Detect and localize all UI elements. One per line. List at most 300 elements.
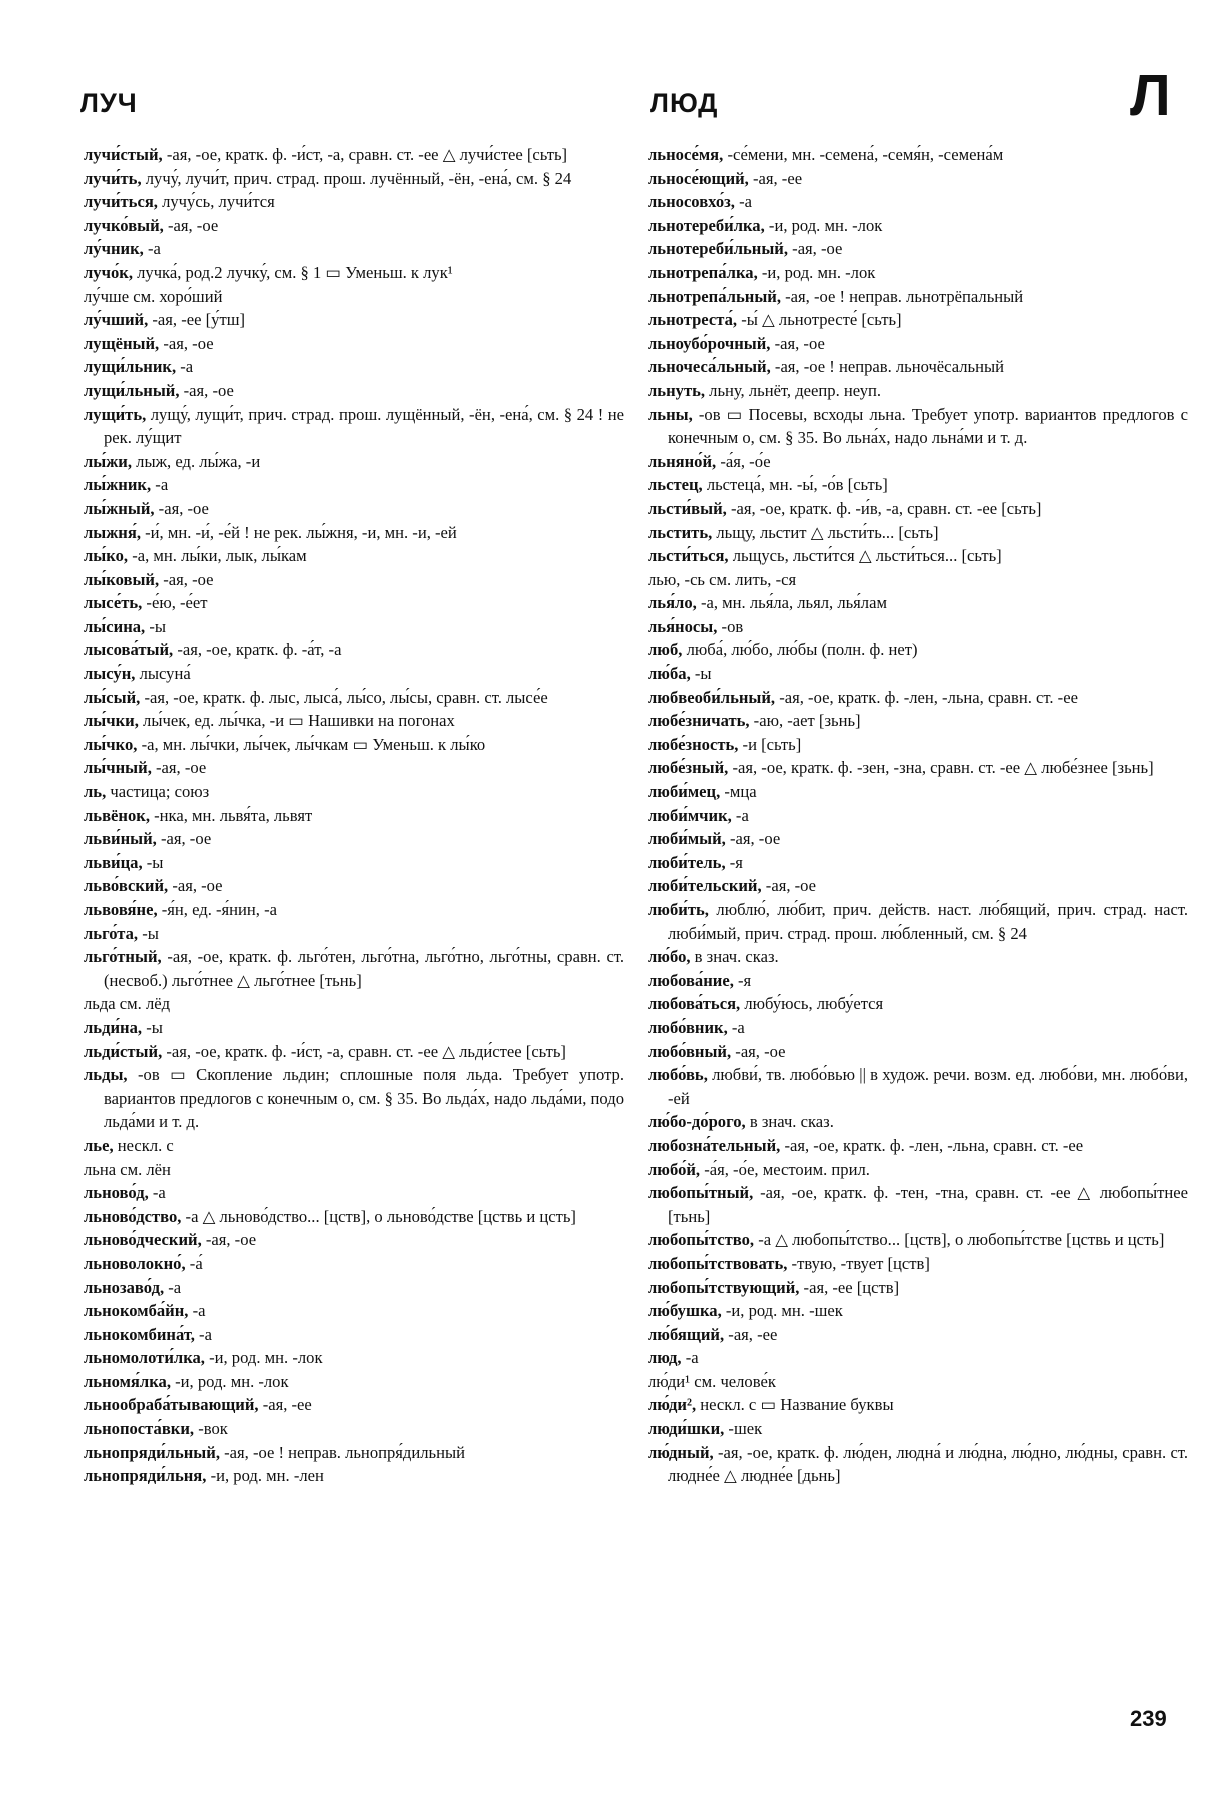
entry-definition: -ая, -ое bbox=[761, 876, 817, 896]
dictionary-entry bbox=[648, 851, 1188, 875]
entry-definition: -а △ любопы́тство... [цств], о любопы́тстве [цствь и цсть] bbox=[754, 1230, 1165, 1250]
entry-headword: лучи́ться, bbox=[84, 192, 158, 212]
entry-headword: любе́зность, bbox=[648, 734, 739, 754]
dictionary-entry bbox=[648, 827, 1188, 851]
entry-definition: -ая, -ое bbox=[159, 569, 214, 589]
entry-definition: льщусь, льсти́тся △ льсти́ться... [сьть] bbox=[728, 546, 1002, 566]
dictionary-entry bbox=[648, 308, 1188, 332]
dictionary-entry bbox=[84, 1323, 624, 1347]
entry-headword: льди́стый, bbox=[84, 1041, 163, 1061]
entry-headword: любопы́тствующий, bbox=[648, 1277, 800, 1297]
entry-definition: -ов bbox=[717, 616, 744, 636]
dictionary-entry bbox=[84, 1205, 624, 1229]
dictionary-entry bbox=[84, 568, 624, 592]
entry-headword: льво́вский, bbox=[84, 876, 169, 896]
entry-definition: частица; союз bbox=[106, 782, 210, 802]
entry-headword: любо́вный, bbox=[648, 1041, 732, 1061]
entry-definition: -а bbox=[143, 239, 161, 259]
dictionary-entry bbox=[84, 1040, 624, 1064]
entry-definition: -а bbox=[151, 475, 169, 495]
entry-headword: льномя́лка, bbox=[84, 1371, 171, 1391]
dictionary-entry bbox=[648, 992, 1188, 1016]
entry-definition: -и [сьть] bbox=[738, 734, 802, 754]
entry-headword: любопы́тный, bbox=[648, 1183, 754, 1203]
entry-definition: лучу́, лучи́т, прич. страд. прош. лучённый, -ён, -ена́, см. § 24 bbox=[141, 168, 572, 188]
entry-headword: любо́вь, bbox=[648, 1065, 708, 1085]
entry-headword: льди́на, bbox=[84, 1017, 143, 1037]
entry-definition: -а bbox=[194, 1324, 212, 1344]
entry-definition: -ая, -ое bbox=[156, 829, 212, 849]
entry-headword: лю́ди², bbox=[648, 1395, 697, 1415]
entry-headword: лю́бо, bbox=[648, 947, 691, 967]
entry-definition: -нка, мн. львя́та, львят bbox=[149, 805, 313, 825]
dictionary-entry bbox=[648, 214, 1188, 238]
entry-headword: лю́дный, bbox=[648, 1442, 714, 1462]
dictionary-entry bbox=[84, 709, 624, 733]
entry-definition: -ая, -ое bbox=[163, 215, 219, 235]
dictionary-entry bbox=[84, 1393, 624, 1417]
dictionary-entry bbox=[648, 615, 1188, 639]
entry-headword: льносе́ющий, bbox=[648, 168, 749, 188]
entry-headword: люби́мец, bbox=[648, 782, 721, 802]
entry-headword: льново́д, bbox=[84, 1183, 149, 1203]
entry-headword: льды, bbox=[84, 1065, 128, 1085]
entry-headword: лю́бушка, bbox=[648, 1301, 722, 1321]
entry-definition: лыж, ед. лы́жа, -и bbox=[132, 451, 261, 471]
entry-definition: -мца bbox=[720, 782, 757, 802]
entry-headword: льносе́мя, bbox=[648, 145, 724, 164]
dictionary-entry bbox=[84, 662, 624, 686]
entry-headword: льнотереби́льный, bbox=[648, 239, 789, 259]
entry-definition: льда см. лёд bbox=[84, 994, 171, 1014]
entry-definition: -а́я, -о́е, местоим. прил. bbox=[700, 1159, 870, 1179]
entry-headword: льнопряди́льня, bbox=[84, 1466, 207, 1486]
entry-definition: -и, род. мн. -лок bbox=[170, 1371, 289, 1391]
dictionary-entry bbox=[648, 190, 1188, 214]
entry-headword: лы́ко, bbox=[84, 546, 129, 566]
dictionary-entry bbox=[84, 827, 624, 851]
dictionary-entry bbox=[84, 1063, 624, 1134]
entry-definition: лучка́, род.2 лучку́, см. § 1 ▭ Уменьш. к лук¹ bbox=[132, 262, 453, 282]
entry-definition: любу́юсь, любу́ется bbox=[740, 994, 884, 1014]
dictionary-entry bbox=[84, 733, 624, 757]
entry-headword: любо́й, bbox=[648, 1159, 701, 1179]
entry-definition: -ая, -ое, кратк. ф. -и́ст, -а, сравн. ст. -ее △ льди́стее [сьть] bbox=[162, 1041, 566, 1061]
dictionary-entry bbox=[648, 403, 1188, 450]
entry-definition: -ая, -ое bbox=[168, 876, 223, 896]
dictionary-entry bbox=[84, 1299, 624, 1323]
entry-headword: льнокомбина́т, bbox=[84, 1324, 195, 1344]
dictionary-entry bbox=[84, 143, 624, 167]
section-letter: Л bbox=[1130, 63, 1171, 128]
running-head-left: ЛУЧ bbox=[80, 88, 138, 118]
dictionary-entry bbox=[648, 709, 1188, 733]
dictionary-entry bbox=[648, 1346, 1188, 1370]
entry-definition: -ая, -ое bbox=[731, 1041, 786, 1061]
entry-definition: -я́н, ед. -я́нин, -а bbox=[157, 900, 277, 919]
entry-definition: -ы bbox=[690, 664, 712, 684]
entry-definition: -ы bbox=[142, 852, 164, 872]
dictionary-entry bbox=[648, 1252, 1188, 1276]
entry-definition: -а bbox=[164, 1277, 182, 1297]
entry-headword: лю́бящий, bbox=[648, 1324, 725, 1344]
dictionary-entry bbox=[648, 568, 1188, 592]
entry-headword: любова́ться, bbox=[648, 994, 741, 1014]
dictionary-entry bbox=[648, 874, 1188, 898]
dictionary-entry bbox=[84, 1252, 624, 1276]
entry-definition: -ая, -ое, кратк. ф. -и́ст, -а, сравн. ст. -ее △ лучи́стее [сьть] bbox=[162, 145, 568, 164]
entry-definition: -ая, -ое, кратк. ф. -лен, -льна, сравн. ст. -ее bbox=[775, 687, 1078, 707]
dictionary-entry bbox=[648, 1417, 1188, 1441]
dictionary-entry bbox=[84, 686, 624, 710]
entry-headword: льстить, bbox=[648, 522, 713, 542]
dictionary-entry bbox=[648, 1441, 1188, 1488]
entry-definition: лью, -сь см. лить, -ся bbox=[648, 569, 797, 589]
entry-definition: -ы bbox=[145, 616, 167, 636]
entry-definition: -а bbox=[727, 1017, 745, 1037]
dictionary-entry bbox=[84, 922, 624, 946]
dictionary-entry bbox=[84, 1417, 624, 1441]
entry-headword: любе́зничать, bbox=[648, 711, 750, 731]
dictionary-entry bbox=[648, 662, 1188, 686]
entry-headword: лущи́льный, bbox=[84, 380, 180, 400]
entry-headword: лье, bbox=[84, 1135, 114, 1155]
dictionary-entry bbox=[648, 1110, 1188, 1134]
dictionary-entry bbox=[84, 945, 624, 992]
dictionary-entry bbox=[84, 190, 624, 214]
dictionary-entry bbox=[84, 521, 624, 545]
dictionary-entry bbox=[648, 261, 1188, 285]
entry-definition: -а, мн. лы́ки, лык, лы́кам bbox=[128, 546, 307, 566]
entry-headword: льсти́ться, bbox=[648, 546, 729, 566]
entry-definition: -ая, -ое, кратк. ф. -зен, -зна, сравн. ст. -ее △ любе́знее [зьнь] bbox=[728, 758, 1154, 778]
entry-headword: лья́ло, bbox=[648, 593, 697, 613]
entry-definition: -ая, -ое bbox=[770, 333, 825, 353]
entry-definition: -а △ льново́дство... [цств], о льново́дстве [цствь и цсть] bbox=[181, 1206, 576, 1226]
dictionary-entry bbox=[84, 285, 624, 309]
entry-headword: льново́дческий, bbox=[84, 1230, 202, 1250]
entry-headword: лы́сый, bbox=[84, 687, 141, 707]
dictionary-entry bbox=[84, 638, 624, 662]
entry-headword: люб, bbox=[648, 640, 683, 660]
dictionary-entry bbox=[648, 497, 1188, 521]
entry-definition: -ая, -ее bbox=[748, 168, 803, 188]
entry-headword: льнопоста́вки, bbox=[84, 1419, 195, 1439]
entry-definition: льщу, льстит △ льсти́ть... [сьть] bbox=[712, 522, 939, 542]
entry-definition: -ая, -ое, кратк. ф. -лен, -льна, сравн. ст. -ее bbox=[780, 1135, 1084, 1155]
dictionary-entry bbox=[648, 1063, 1188, 1110]
dictionary-entry bbox=[648, 379, 1188, 403]
dictionary-entry bbox=[84, 497, 624, 521]
entry-definition: -а bbox=[681, 1348, 699, 1368]
dictionary-entry bbox=[648, 450, 1188, 474]
entry-headword: любо́вник, bbox=[648, 1017, 728, 1037]
entry-definition: -а bbox=[176, 357, 194, 377]
entry-headword: любозна́тельный, bbox=[648, 1135, 781, 1155]
entry-definition: -вок bbox=[194, 1419, 228, 1439]
dictionary-entry bbox=[648, 1393, 1188, 1417]
entry-definition: -ая, -ое bbox=[151, 758, 207, 778]
entry-headword: льнообраба́тывающий, bbox=[84, 1395, 259, 1415]
entry-definition: -и, род. мн. -лок bbox=[204, 1348, 323, 1368]
dictionary-entry bbox=[84, 379, 624, 403]
entry-definition: -ая, -ее bbox=[258, 1395, 312, 1415]
dictionary-entry bbox=[84, 214, 624, 238]
dictionary-entry bbox=[648, 945, 1188, 969]
entry-definition: -ов ▭ Скопление льдин; сплошные поля льда. Требует употр. вариантов предлогов с конечным о, см. § 35. Во льда́х, надо льда́ми, подо льда́ми и т. д. bbox=[104, 1065, 624, 1132]
dictionary-entry bbox=[648, 591, 1188, 615]
entry-definition: -ая, -ое, кратк. ф. льго́тен, льго́тна, льго́тно, льго́тны, сравн. ст. (несвоб.) льго́тнее △ льго́тнее [тьнь] bbox=[104, 947, 624, 990]
dictionary-entry bbox=[84, 544, 624, 568]
entry-headword: лю́бо-до́рого, bbox=[648, 1112, 746, 1132]
entry-definition: -а bbox=[148, 1183, 166, 1203]
entry-headword: люби́тельский, bbox=[648, 876, 762, 896]
entry-headword: льномолоти́лка, bbox=[84, 1348, 205, 1368]
entry-definition: -ая, -ое ! неправ. льнопря́дильный bbox=[219, 1442, 466, 1462]
dictionary-entry bbox=[84, 167, 624, 191]
entry-headword: любопы́тство, bbox=[648, 1230, 755, 1250]
entry-headword: лы́ковый, bbox=[84, 569, 160, 589]
entry-headword: льнозаво́д, bbox=[84, 1277, 165, 1297]
dictionary-entry bbox=[648, 780, 1188, 804]
entry-headword: льнотрепа́льный, bbox=[648, 286, 781, 306]
dictionary-entry bbox=[648, 285, 1188, 309]
entry-definition: люба́, лю́бо, лю́бы (полн. ф. нет) bbox=[682, 640, 918, 660]
entry-headword: лю́ба, bbox=[648, 664, 691, 684]
entry-headword: львовя́не, bbox=[84, 900, 158, 919]
dictionary-entry bbox=[648, 638, 1188, 662]
entry-definition: -ая, -ое, кратк. ф. -а́т, -а bbox=[173, 640, 342, 660]
entry-headword: лы́жник, bbox=[84, 475, 152, 495]
entry-headword: лучи́ть, bbox=[84, 168, 142, 188]
dictionary-entry bbox=[84, 1464, 624, 1488]
entry-headword: льнотрепа́лка, bbox=[648, 262, 758, 282]
entry-headword: льняно́й, bbox=[648, 451, 717, 471]
entry-headword: лыжня́, bbox=[84, 522, 141, 542]
entry-headword: лы́чный, bbox=[84, 758, 152, 778]
dictionary-entry bbox=[84, 1441, 624, 1465]
entry-definition: -ов ▭ Посевы, всходы льна. Требует употр. вариантов предлогов с конечным о, см. § 35. Во льна́х, надо льна́ми и т. д. bbox=[668, 404, 1188, 448]
entry-definition: -а, мн. лья́ла, льял, лья́лам bbox=[696, 593, 887, 613]
entry-headword: лу́чник, bbox=[84, 239, 144, 259]
entry-definition: лю́ди¹ см. челове́к bbox=[648, 1371, 776, 1391]
entry-headword: любопы́тствовать, bbox=[648, 1253, 788, 1273]
entry-definition: -я bbox=[725, 852, 743, 872]
entry-definition: -е́ю, -е́ет bbox=[142, 593, 208, 613]
entry-headword: лущи́ть, bbox=[84, 404, 147, 424]
dictionary-entry bbox=[84, 874, 624, 898]
entry-definition: -а bbox=[731, 805, 749, 825]
entry-headword: люби́тель, bbox=[648, 852, 726, 872]
entry-definition: -ая, -ое, кратк. ф. -и́в, -а, сравн. ст. -ее [сьть] bbox=[726, 498, 1042, 518]
dictionary-entry bbox=[648, 969, 1188, 993]
dictionary-entry bbox=[84, 1370, 624, 1394]
entry-headword: лы́жи, bbox=[84, 451, 133, 471]
entry-definition: льну, льнёт, деепр. неуп. bbox=[705, 380, 882, 400]
dictionary-entry bbox=[648, 332, 1188, 356]
dictionary-entry bbox=[648, 1134, 1188, 1158]
entry-definition: -и́, мн. -и́, -е́й ! не рек. лы́жня, -и, мн. -и, -ей bbox=[140, 522, 457, 542]
entry-definition: -ая, -ое bbox=[725, 829, 781, 849]
left-column bbox=[84, 143, 624, 1488]
dictionary-entry bbox=[648, 1228, 1188, 1252]
dictionary-entry bbox=[84, 1228, 624, 1252]
dictionary-entry bbox=[84, 851, 624, 875]
page-number: 239 bbox=[1130, 1706, 1167, 1731]
entry-headword: люби́мый, bbox=[648, 829, 726, 849]
entry-definition: -а bbox=[734, 192, 752, 212]
entry-definition: нескл. с bbox=[113, 1135, 174, 1155]
entry-definition: лы́чек, ед. лы́чка, -и ▭ Нашивки на погонах bbox=[138, 711, 455, 731]
entry-headword: лучко́вый, bbox=[84, 215, 164, 235]
dictionary-entry bbox=[84, 261, 624, 285]
entry-headword: люди́шки, bbox=[648, 1419, 725, 1439]
right-column bbox=[648, 143, 1188, 1488]
entry-definition: -твую, -твует [цств] bbox=[787, 1253, 930, 1273]
dictionary-entry bbox=[84, 804, 624, 828]
entry-definition: -ы bbox=[142, 1017, 163, 1037]
entry-definition: -ы bbox=[138, 923, 159, 943]
entry-headword: льноубо́рочный, bbox=[648, 333, 771, 353]
entry-headword: любова́ние, bbox=[648, 970, 734, 990]
entry-definition: -ая, -ое bbox=[154, 498, 209, 518]
entry-definition: -а bbox=[188, 1301, 206, 1321]
dictionary-entry bbox=[84, 591, 624, 615]
dictionary-entry bbox=[648, 1276, 1188, 1300]
entry-headword: льнопряди́льный, bbox=[84, 1442, 220, 1462]
entry-definition: -я bbox=[733, 970, 752, 990]
entry-definition: лысуна́ bbox=[135, 664, 191, 684]
dictionary-entry bbox=[648, 756, 1188, 780]
entry-definition: -ая, -ое, кратк. ф. лю́ден, людна́ и лю́дна, лю́дно, лю́дны, сравн. ст. людне́е △ людне́е [дьнь] bbox=[668, 1442, 1188, 1486]
entry-headword: люби́мчик, bbox=[648, 805, 732, 825]
entry-definition: -ая, -ое ! неправ. льнотрёпальный bbox=[781, 286, 1024, 306]
entry-headword: льнотереби́лка, bbox=[648, 215, 765, 235]
dictionary-entry bbox=[84, 473, 624, 497]
running-head-right: ЛЮД bbox=[650, 88, 719, 118]
entry-definition: -и, род. мн. -лен bbox=[206, 1466, 324, 1486]
entry-headword: льви́ца, bbox=[84, 852, 143, 872]
entry-definition: нескл. с ▭ Название буквы bbox=[696, 1395, 894, 1415]
entry-headword: лучо́к, bbox=[84, 262, 133, 282]
entry-headword: лы́чко, bbox=[84, 734, 138, 754]
entry-headword: льносовхо́з, bbox=[648, 192, 735, 212]
dictionary-entry bbox=[648, 355, 1188, 379]
entry-headword: льночеса́льный, bbox=[648, 357, 771, 377]
entry-headword: льсти́вый, bbox=[648, 498, 727, 518]
entry-definition: -а́ bbox=[185, 1253, 203, 1273]
entry-headword: лы́жный, bbox=[84, 498, 155, 518]
dictionary-entry bbox=[648, 473, 1188, 497]
dictionary-entry bbox=[648, 898, 1188, 945]
entry-definition: -а, мн. лы́чки, лы́чек, лы́чкам ▭ Уменьш. к лы́ко bbox=[137, 734, 486, 754]
entry-headword: люд, bbox=[648, 1348, 682, 1368]
dictionary-entry bbox=[84, 756, 624, 780]
entry-definition: льстеца́, мн. -ы́, -о́в [сьть] bbox=[702, 475, 888, 495]
entry-definition: в знач. сказ. bbox=[690, 947, 779, 967]
entry-headword: льнотреста́, bbox=[648, 310, 738, 330]
entry-headword: лья́носы, bbox=[648, 616, 718, 636]
entry-headword: лущи́льник, bbox=[84, 357, 177, 377]
entry-headword: льнокомба́йн, bbox=[84, 1301, 189, 1321]
entry-definition: -ая, -ое bbox=[201, 1230, 257, 1250]
dictionary-entry bbox=[648, 1299, 1188, 1323]
entry-definition: -и, род. мн. -лок bbox=[757, 262, 876, 282]
dictionary-entry bbox=[84, 1158, 624, 1182]
entry-headword: льви́ный, bbox=[84, 829, 157, 849]
entry-definition: лущу́, лущи́т, прич. страд. прош. лущённый, -ён, -ена́, см. § 24 ! не рек. лу́щит bbox=[104, 404, 624, 448]
entry-headword: лысова́тый, bbox=[84, 640, 174, 660]
entry-headword: лысе́ть, bbox=[84, 593, 143, 613]
entry-definition: лу́чше см. хоро́ший bbox=[84, 286, 223, 306]
entry-headword: лы́сина, bbox=[84, 616, 146, 636]
dictionary-entry bbox=[648, 1181, 1188, 1228]
dictionary-entry bbox=[84, 332, 624, 356]
entry-headword: льноволокно́, bbox=[84, 1253, 186, 1273]
dictionary-entry bbox=[648, 1158, 1188, 1182]
entry-headword: львёнок, bbox=[84, 805, 150, 825]
dictionary-entry bbox=[84, 1346, 624, 1370]
entry-definition: любви́, тв. любо́вью || в худож. речи. возм. ед. любо́ви, мн. любо́ви, -ей bbox=[668, 1065, 1188, 1108]
dictionary-entry bbox=[84, 450, 624, 474]
dictionary-entry bbox=[84, 1016, 624, 1040]
entry-definition: в знач. сказ. bbox=[745, 1112, 834, 1132]
entry-definition: -аю, -ает [зьнь] bbox=[749, 711, 861, 731]
entry-definition: люблю́, лю́бит, прич. действ. наст. лю́бящий, прич. страд. наст. люби́мый, прич. страд. прош. лю́бленный, см. § 24 bbox=[668, 900, 1188, 943]
entry-definition: -ая, -ее [у́тш] bbox=[148, 310, 246, 330]
dictionary-entry bbox=[648, 521, 1188, 545]
entry-headword: льго́та, bbox=[84, 923, 139, 943]
entry-definition: -ая, -ое, кратк. ф. -тен, -тна, сравн. ст. -ее △ любопы́тнее [тьнь] bbox=[668, 1183, 1188, 1226]
entry-definition: -ая, -ое bbox=[179, 380, 234, 400]
entry-definition: -ая, -ое, кратк. ф. лыс, лыса́, лы́со, лы́сы, сравн. ст. лысе́е bbox=[140, 687, 548, 707]
entry-definition: лучу́сь, лучи́тся bbox=[157, 192, 275, 212]
entry-definition: -ая, -ее [цств] bbox=[799, 1277, 900, 1297]
entry-headword: лучи́стый, bbox=[84, 145, 163, 164]
dictionary-entry bbox=[84, 615, 624, 639]
entry-headword: льнуть, bbox=[648, 380, 706, 400]
dictionary-entry bbox=[648, 686, 1188, 710]
dictionary-entry bbox=[648, 1016, 1188, 1040]
dictionary-entry bbox=[84, 1276, 624, 1300]
dictionary-entry bbox=[84, 355, 624, 379]
entry-headword: ль, bbox=[84, 782, 107, 802]
entry-definition: -ая, -ое bbox=[159, 333, 214, 353]
dictionary-entry bbox=[648, 167, 1188, 191]
entry-definition: -ая, -ое bbox=[788, 239, 843, 259]
entry-headword: льго́тный, bbox=[84, 947, 162, 967]
dictionary-entry bbox=[84, 992, 624, 1016]
dictionary-entry bbox=[84, 898, 624, 922]
dictionary-entry bbox=[84, 1134, 624, 1158]
entry-headword: льны, bbox=[648, 404, 693, 424]
entry-definition: льна см. лён bbox=[84, 1159, 171, 1179]
entry-definition: -и, род. мн. -лок bbox=[764, 215, 883, 235]
dictionary-entry bbox=[648, 143, 1188, 167]
entry-definition: -а́я, -о́е bbox=[716, 451, 771, 471]
entry-headword: любвеоби́льный, bbox=[648, 687, 776, 707]
entry-definition: -се́мени, мн. -семена́, -семя́н, -семена́м bbox=[723, 145, 1004, 164]
entry-headword: льстец, bbox=[648, 475, 703, 495]
dictionary-entry bbox=[648, 237, 1188, 261]
entry-headword: лысу́н, bbox=[84, 664, 136, 684]
dictionary-entry bbox=[84, 1181, 624, 1205]
entry-headword: льново́дство, bbox=[84, 1206, 182, 1226]
entry-definition: -ая, -ое ! неправ. льночёсальный bbox=[770, 357, 1005, 377]
entry-headword: лущёный, bbox=[84, 333, 160, 353]
dictionary-entry bbox=[84, 403, 624, 450]
dictionary-entry bbox=[648, 804, 1188, 828]
